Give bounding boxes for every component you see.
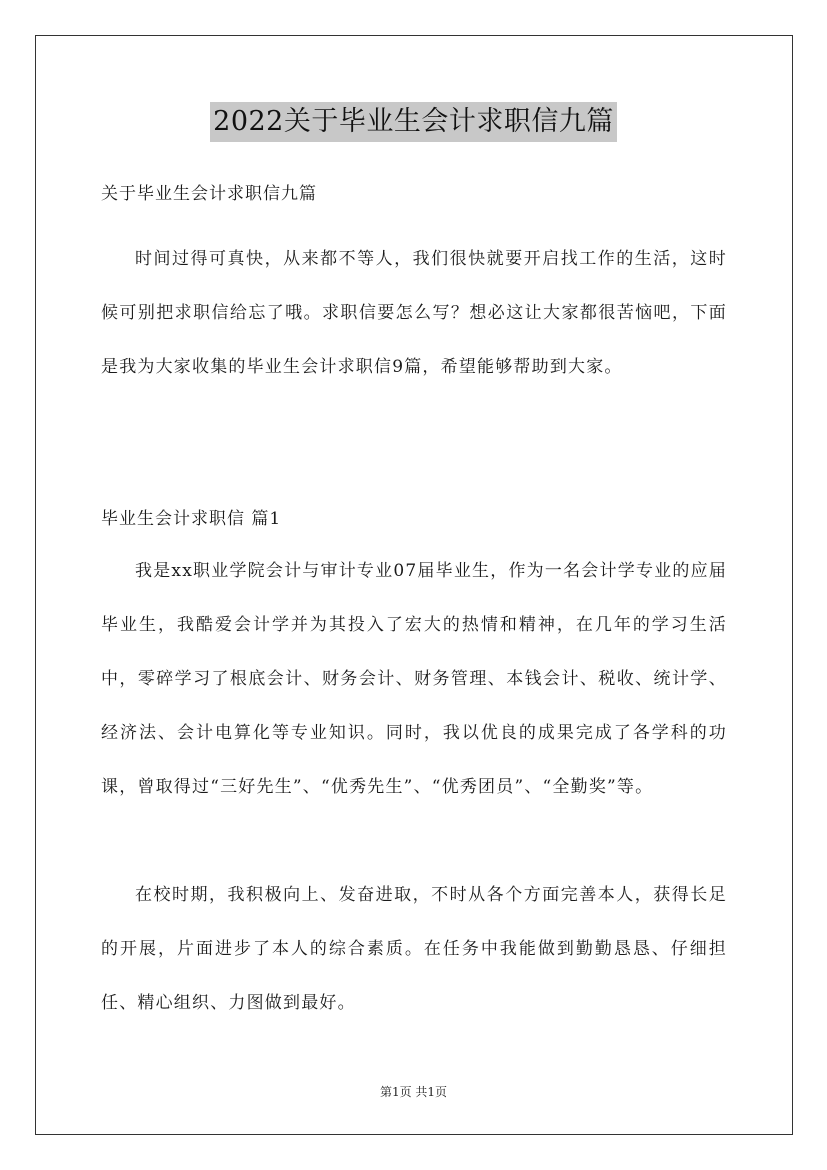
document-title: 2022关于毕业生会计求职信九篇: [210, 102, 617, 142]
section-heading: 毕业生会计求职信 篇1: [101, 509, 282, 529]
title-container: [0, 102, 827, 142]
body-paragraph: 我是xx职业学院会计与审计专业07届毕业生，作为一名会计学专业的应届毕业生，我酷爱会计学并为其投入了宏大的热情和精神，在几年的学习生活中，零碎学习了根底会计、财务会计、财务管理、本钱会计、税收、统计学、经济法、会计电算化等专业知识。同时，我以优良的成果完成了各学科的功课，曾取得过“三好先生”、“优秀先生”、“优秀团员”、“全勤奖”等。: [101, 561, 727, 797]
document-subtitle: 关于毕业生会计求职信九篇: [101, 184, 317, 204]
body-paragraph: 在校时期，我积极向上、发奋进取，不时从各个方面完善本人，获得长足的开展，片面进步了本人的综合素质。在任务中我能做到勤勤恳恳、仔细担任、精心组织、力图做到最好。: [101, 885, 727, 1013]
page-indicator: 第1页 共1页: [379, 1085, 448, 1099]
intro-paragraph: 时间过得可真快，从来都不等人，我们很快就要开启找工作的生活，这时候可别把求职信给忘了哦。求职信要怎么写？想必这让大家都很苦恼吧，下面是我为大家收集的毕业生会计求职信9篇，希望能够帮助到大家。: [101, 249, 727, 377]
